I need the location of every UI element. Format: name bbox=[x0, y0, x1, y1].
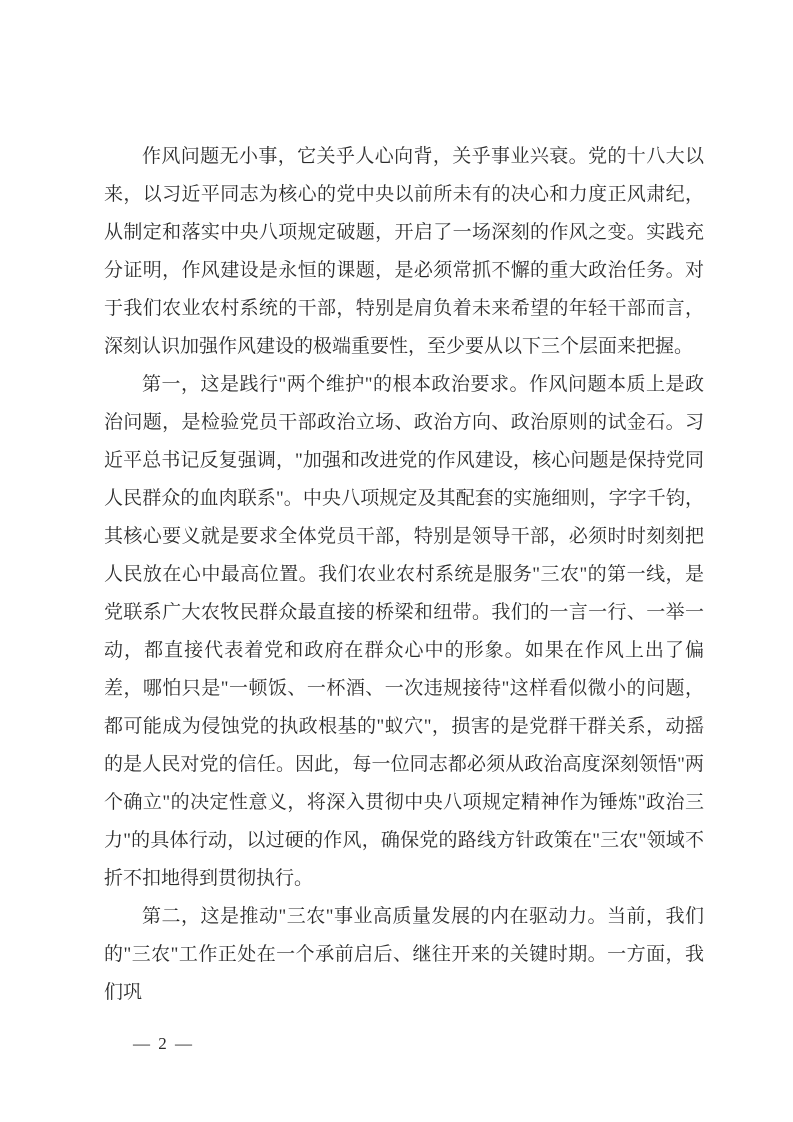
paragraph-intro: 作风问题无小事，它关乎人心向背，关乎事业兴衰。党的十八大以来，以习近平同志为核心的党中央以前所未有的决心和力度正风肃纪，从制定和落实中央八项规定破题，开启了一场深刻的作风之变。实践充分证明，作风建设是永恒的课题，是必须常抓不懈的重大政治任务。对于我们农业农村系统的干部，特别是肩负着未来希望的年轻干部而言，深刻认识加强作风建设的极端重要性，至少要从以下三个层面来把握。 bbox=[104, 146, 704, 357]
page-number: — 2 — bbox=[133, 1034, 194, 1053]
paragraph-point-one: 第一，这是践行"两个维护"的根本政治要求。作风问题本质上是政治问题，是检验党员干部政治立场、政治方向、政治原则的试金石。习近平总书记反复强调，"加强和改进党的作风建设，核心问题是保持党同人民群众的血肉联系"。中央八项规定及其配套的实施细则，字字千钧，其核心要义就是要求全体党员干部，特别是领导干部，必须时时刻刻把人民放在心中最高位置。我们农业农村系统是服务"三农"的第一线，是党联系广大农牧民群众最直接的桥梁和纽带。我们的一言一行、一举一动，都直接代表着党和政府在群众心中的形象。如果在作风上出了偏差，哪怕只是"一顿饭、一杯酒、一次违规接待"这样看似微小的问题，都可能成为侵蚀党的执政根基的"蚁穴"，损害的是党群干群关系，动摇的是人民对党的信任。因此，每一位同志都必须从政治高度深刻领悟"两个确立"的决定性意义，将深入贯彻中央八项规定精神作为锤炼"政治三力"的具体行动，以过硬的作风，确保党的路线方针政策在"三农"领域不折不扣地得到贯彻执行。 bbox=[104, 374, 704, 889]
paragraph-point-two: 第二，这是推动"三农"事业高质量发展的内在驱动力。当前，我们的"三农"工作正处在一个承前启后、继往开来的关键时期。一方面，我们巩 bbox=[104, 906, 704, 1003]
document-body bbox=[104, 138, 704, 1012]
